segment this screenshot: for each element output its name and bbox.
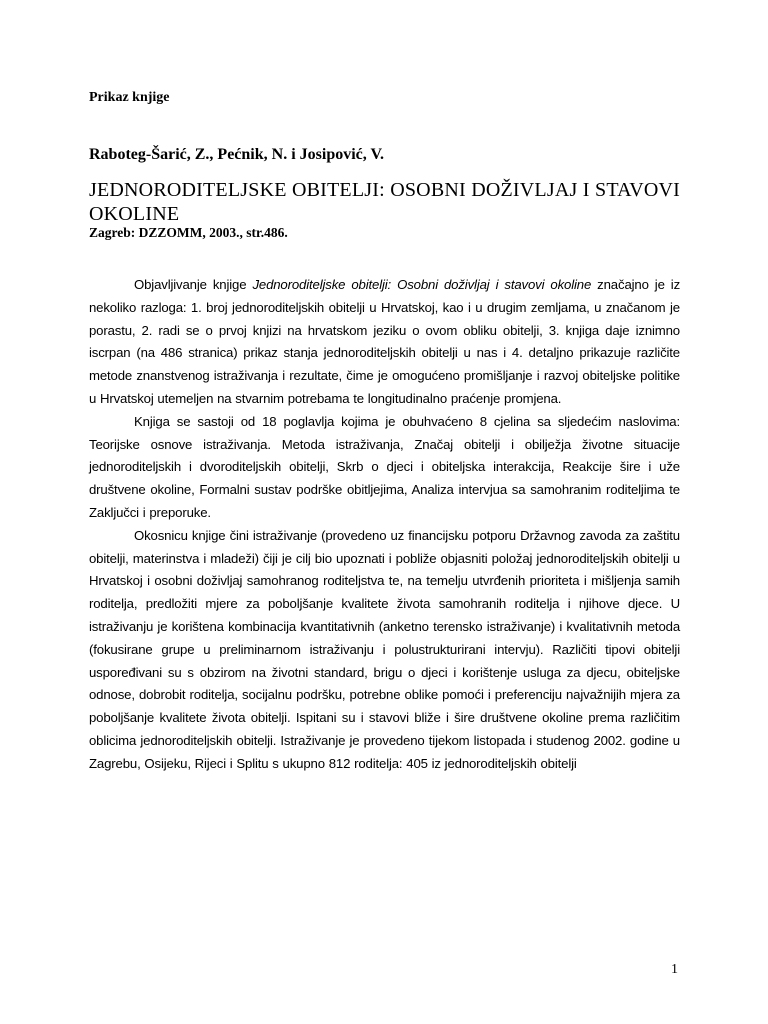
section-label: Prikaz knjige <box>89 90 170 105</box>
publication-info: Zagreb: DZZOMM, 2003., str.486. <box>89 225 288 240</box>
book-authors: Raboteg-Šarić, Z., Pećnik, N. i Josipović, V. <box>89 146 384 163</box>
book-title: JEDNORODITELJSKE OBITELJI: OSOBNI DOŽIVLJAJ I STAVOVI OKOLINE <box>89 179 680 225</box>
paragraph-2: Knjiga se sastoji od 18 poglavlja kojima je obuhvaćeno 8 cjelina sa sljedećim naslovima: Teorijske osnove istraživanja. Metoda istraživanja, Značaj obitelji i obilježja životne situacije jednoroditeljskih i dvoroditeljskih obitelji, Skrb o djeci i obiteljska interakcija, Reakcije šire i uže društvene okoline, Formalni sustav podrške obitljejima, Analiza intervjua sa samohranim roditeljima te Zaključci i preporuke. <box>89 413 680 520</box>
book-title-italic: Jednoroditeljske obitelji: Osobni doživljaj i stavovi okoline <box>252 277 592 292</box>
paragraph-1-rest: značajno je iz nekoliko razloga: 1. broj jednoroditeljskih obitelji u Hrvatskoj, kao i u drugim zemljama, u značanom je porastu, 2. radi se o prvoj knjizi na hrvatskom jeziku o ovom obliku obitelji, 3. knjiga daje iznimno iscrpan (na 486 stranica) prikaz stanja jednoroditeljskih obitelji u nas i 4. detaljno prikazuje različite metode znanstvenog istraživanja i rezultate, čime je omogućeno promišljanje i razvoj obiteljske politike u Hrvatskoj utemeljen na stvarnim potrebama te longitudinalno praćenje promjena. <box>89 277 681 406</box>
paragraph-1 <box>89 274 680 411</box>
review-body <box>89 274 680 776</box>
paragraph-1-intro: Objavljivanje knjige <box>134 277 253 292</box>
page-number: 1 <box>671 962 678 977</box>
paragraph-3: Okosnicu knjige čini istraživanje (provedeno uz financijsku potporu Državnog zavoda za zaštitu obitelji, materinstva i mladeži) čiji je cilj bio upoznati i pobliže objasniti položaj jednoroditeljskih obitelji u Hrvatskoj i osobni doživljaj samohranog roditeljstva te, na temelju utvrđenih prioriteta i mišljenja samih roditelja, predložiti mjere za poboljšanje kvalitete života samohranih roditelja i njihove djece. U istraživanju je korištena kombinacija kvantitativnih (anketno terensko istraživanje) i kvalitativnih metoda (fokusirane grupe u preliminarnom istraživanju i polustrukturirani intervju). Različiti tipovi obitelji uspoređivani su s obzirom na životni standard, brigu o djeci i korištenje usluga za djecu, obiteljske odnose, dobrobit roditelja, socijalnu podršku, potrebne oblike pomoći i preferenciju najvažnijih mjera za poboljšanje kvalitete života obitelji. Ispitani su i stavovi bliže i šire društvene okoline prema različitim oblicima jednoroditeljskih obitelji. Istraživanje je provedeno tijekom listopada i studenog 2002. godine u Zagrebu, Osijeku, Rijeci i Splitu s ukupno 812 roditelja: 405 iz jednoroditeljskih obitelji <box>89 527 680 771</box>
